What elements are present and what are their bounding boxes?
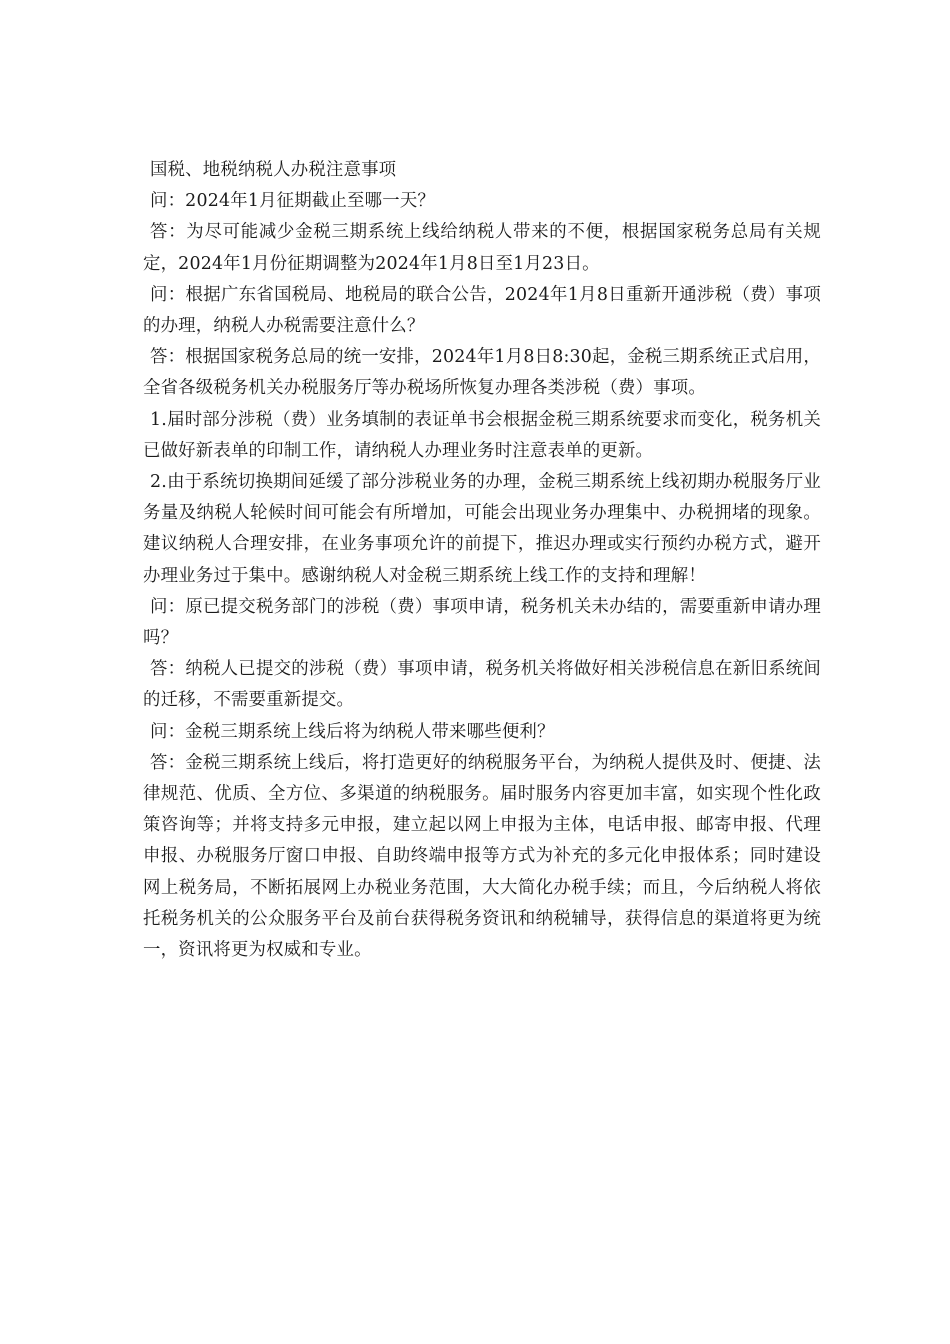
answer-paragraph: 答：为尽可能减少金税三期系统上线给纳税人带来的不便，根据国家税务总局有关规定，2024年1月份征期调整为2024年1月8日至1月23日。: [143, 222, 821, 274]
answer-paragraph: 答：根据国家税务总局的统一安排，2024年1月8日8:30起，金税三期系统正式启用，全省各级税务机关办税服务厅等办税场所恢复办理各类涉税（费）事项。: [143, 347, 821, 399]
numbered-paragraph: 1.届时部分涉税（费）业务填制的表证单书会根据金税三期系统要求而变化，税务机关已做好新表单的印制工作，请纳税人办理业务时注意表单的更新。: [143, 409, 821, 461]
question-paragraph: 问：2024年1月征期截止至哪一天？: [150, 191, 436, 212]
numbered-paragraph: 2.由于系统切换期间延缓了部分涉税业务的办理，金税三期系统上线初期办税服务厅业务量及纳税人轮候时间可能会有所增加，可能会出现业务办理集中、办税拥堵的现象。建议纳税人合理安排，在业务事项允许的前提下，推迟办理或实行预约办税方式，避开办理业务过于集中。感谢纳税人对金税三期系统上线工作的支持和理解！: [143, 472, 821, 586]
answer-paragraph: 答：金税三期系统上线后，将打造更好的纳税服务平台，为纳税人提供及时、便捷、法律规范、优质、全方位、多渠道的纳税服务。届时服务内容更加丰富，如实现个性化政策咨询等；并将支持多元申报，建立起以网上申报为主体，电话申报、邮寄申报、代理申报、办税服务厅窗口申报、自助终端申报等方式为补充的多元化申报体系；同时建设网上税务局，不断拓展网上办税业务范围，大大简化办税手续；而且，今后纳税人将依托税务机关的公众服务平台及前台获得税务资讯和纳税辅导，获得信息的渠道将更为统一，资讯将更为权威和专业。: [143, 752, 821, 961]
question-paragraph: 问：金税三期系统上线后将为纳税人带来哪些便利？: [150, 721, 555, 742]
question-paragraph: 问：原已提交税务部门的涉税（费）事项申请，税务机关未办结的，需要重新申请办理吗？: [143, 596, 821, 649]
answer-paragraph: 答：纳税人已提交的涉税（费）事项申请，税务机关将做好相关涉税信息在新旧系统间的迁移，不需要重新提交。: [143, 659, 821, 711]
question-paragraph: 问：根据广东省国税局、地税局的联合公告，2024年1月8日重新开通涉税（费）事项的办理，纳税人办税需要注意什么？: [143, 284, 821, 337]
document-title: 国税、地税纳税人办税注意事项: [150, 160, 397, 180]
document-body: [143, 155, 821, 966]
